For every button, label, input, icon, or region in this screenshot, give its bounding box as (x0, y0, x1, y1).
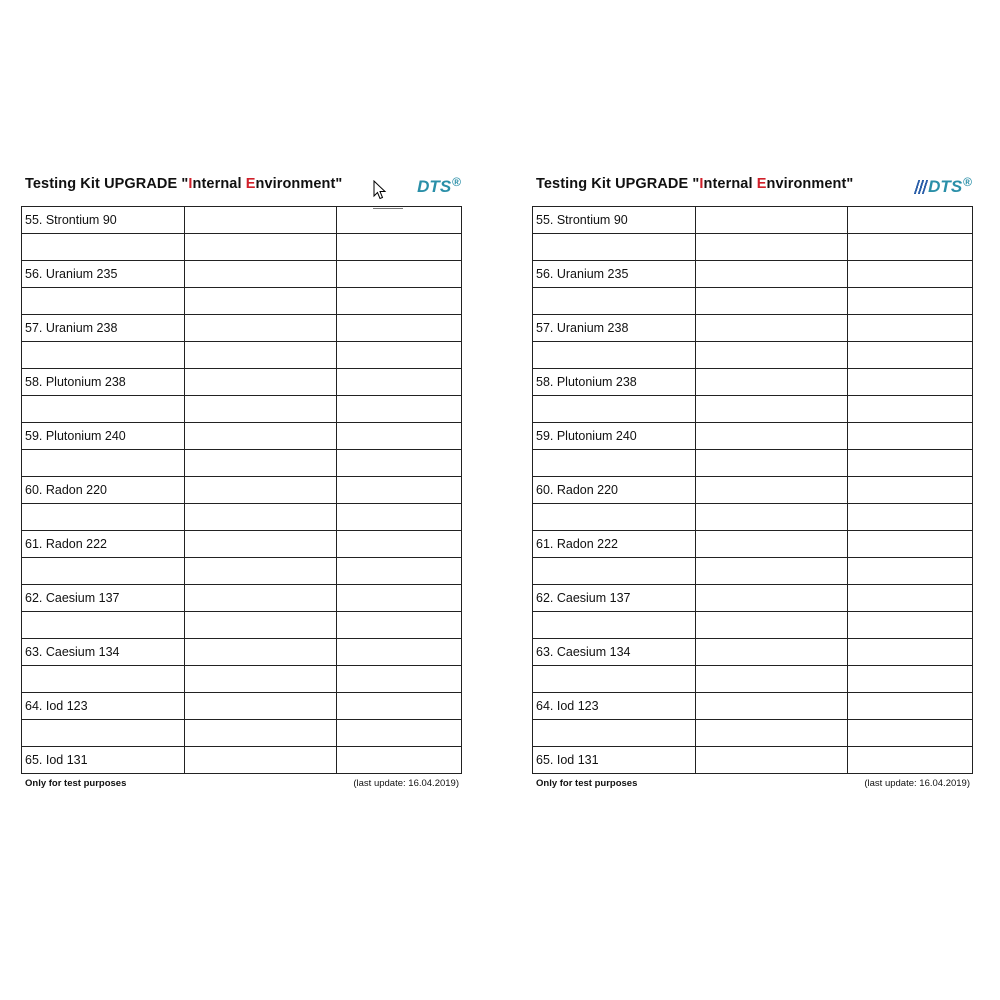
mouse-cursor-icon (373, 180, 387, 200)
entry-cell[interactable] (337, 531, 462, 558)
entry-cell[interactable] (533, 450, 696, 477)
entry-cell[interactable] (337, 369, 462, 396)
item-label-cell: 61. Radon 222 (22, 531, 185, 558)
entry-cell[interactable] (22, 612, 185, 639)
entry-cell[interactable] (696, 477, 848, 504)
entry-cell[interactable] (848, 531, 973, 558)
entry-cell[interactable] (185, 342, 337, 369)
title-accent-i: I (699, 176, 704, 192)
entry-cell[interactable] (185, 612, 337, 639)
entry-cell[interactable] (696, 450, 848, 477)
entry-cell[interactable] (533, 666, 696, 693)
entry-cell[interactable] (696, 693, 848, 720)
entry-cell[interactable] (848, 342, 973, 369)
entry-cell[interactable] (533, 558, 696, 585)
blank-row (22, 504, 462, 531)
item-label-cell: 62. Caesium 137 (533, 585, 696, 612)
item-label-cell: 55. Strontium 90 (22, 207, 185, 234)
table-row (22, 693, 462, 720)
entry-cell[interactable] (848, 693, 973, 720)
item-label-cell: 57. Uranium 238 (22, 315, 185, 342)
table-row (533, 261, 973, 288)
item-label-cell: 55. Strontium 90 (533, 207, 696, 234)
entry-cell[interactable] (533, 396, 696, 423)
footer-last-update: (last update: 16.04.2019) (353, 778, 459, 789)
title-accent-e: E (756, 176, 767, 192)
entry-cell[interactable] (696, 747, 848, 774)
entry-cell[interactable] (337, 207, 462, 234)
entry-cell[interactable] (22, 666, 185, 693)
table-row (533, 315, 973, 342)
blank-row (533, 504, 973, 531)
table-row (533, 585, 973, 612)
entry-cell[interactable] (696, 504, 848, 531)
entry-cell[interactable] (533, 342, 696, 369)
table-row (22, 315, 462, 342)
table-row (22, 477, 462, 504)
entry-cell[interactable] (696, 234, 848, 261)
logo-text: DTS (928, 177, 963, 196)
table-row (533, 369, 973, 396)
item-label-cell: 60. Radon 220 (22, 477, 185, 504)
entry-cell[interactable] (337, 288, 462, 315)
entry-cell[interactable] (696, 666, 848, 693)
dts-logo (916, 176, 972, 198)
dts-logo (417, 176, 461, 198)
blank-row (533, 666, 973, 693)
item-label-cell: 58. Plutonium 238 (22, 369, 185, 396)
table-row (22, 585, 462, 612)
item-label-cell: 61. Radon 222 (533, 531, 696, 558)
entry-cell[interactable] (848, 369, 973, 396)
item-label-cell: 59. Plutonium 240 (22, 423, 185, 450)
page-header (21, 168, 461, 206)
entry-cell[interactable] (22, 342, 185, 369)
blank-row (533, 288, 973, 315)
entry-cell[interactable] (848, 234, 973, 261)
entry-cell[interactable] (337, 261, 462, 288)
blank-row (533, 558, 973, 585)
item-label-cell: 58. Plutonium 238 (533, 369, 696, 396)
table-row (533, 693, 973, 720)
item-label-cell: 56. Uranium 235 (533, 261, 696, 288)
entry-cell[interactable] (337, 720, 462, 747)
entry-cell[interactable] (696, 585, 848, 612)
entry-cell[interactable] (696, 261, 848, 288)
entry-cell[interactable] (848, 720, 973, 747)
entry-cell[interactable] (185, 720, 337, 747)
entry-cell[interactable] (848, 558, 973, 585)
registered-mark: ® (452, 175, 461, 189)
entry-cell[interactable] (848, 450, 973, 477)
entry-cell[interactable] (696, 558, 848, 585)
blank-row (533, 396, 973, 423)
table-row (533, 477, 973, 504)
entry-cell[interactable] (185, 585, 337, 612)
entry-cell[interactable] (185, 450, 337, 477)
blank-row (533, 342, 973, 369)
entry-cell[interactable] (337, 585, 462, 612)
table-row (533, 639, 973, 666)
blank-row (22, 288, 462, 315)
table-row (22, 531, 462, 558)
entry-cell[interactable] (848, 504, 973, 531)
entry-cell[interactable] (696, 342, 848, 369)
entry-cell[interactable] (185, 288, 337, 315)
entry-cell[interactable] (337, 558, 462, 585)
table-row (22, 747, 462, 774)
table-row (533, 747, 973, 774)
table-row (22, 261, 462, 288)
entry-cell[interactable] (185, 693, 337, 720)
footer-note: Only for test purposes (25, 778, 127, 789)
entry-cell[interactable] (185, 747, 337, 774)
entry-cell[interactable] (22, 450, 185, 477)
entry-cell[interactable] (337, 639, 462, 666)
table-row (533, 207, 973, 234)
entry-cell[interactable] (696, 315, 848, 342)
page-title: Testing Kit UPGRADE "Internal Environment" (536, 176, 854, 192)
entry-cell[interactable] (696, 207, 848, 234)
entry-cell[interactable] (848, 207, 973, 234)
entry-cell[interactable] (185, 369, 337, 396)
entry-table (21, 206, 462, 774)
entry-cell[interactable] (22, 396, 185, 423)
entry-cell[interactable] (185, 423, 337, 450)
entry-table-body (533, 207, 973, 774)
entry-cell[interactable] (185, 639, 337, 666)
page-header (532, 168, 972, 206)
entry-cell[interactable] (337, 666, 462, 693)
entry-cell[interactable] (185, 261, 337, 288)
entry-cell[interactable] (848, 288, 973, 315)
entry-cell[interactable] (337, 423, 462, 450)
logo-stripes-icon (914, 180, 929, 194)
blank-row (533, 720, 973, 747)
entry-cell[interactable] (848, 477, 973, 504)
entry-cell[interactable] (185, 315, 337, 342)
entry-table-body (22, 207, 462, 774)
blank-row (533, 612, 973, 639)
entry-cell[interactable] (533, 720, 696, 747)
entry-cell[interactable] (848, 315, 973, 342)
table-row (22, 207, 462, 234)
entry-cell[interactable] (533, 504, 696, 531)
table-row (22, 639, 462, 666)
footer-note: Only for test purposes (536, 778, 638, 789)
entry-cell[interactable] (848, 639, 973, 666)
entry-cell[interactable] (848, 261, 973, 288)
entry-cell[interactable] (533, 234, 696, 261)
blank-row (22, 720, 462, 747)
entry-cell[interactable] (848, 423, 973, 450)
item-label-cell: 63. Caesium 134 (533, 639, 696, 666)
entry-cell[interactable] (848, 666, 973, 693)
entry-cell[interactable] (337, 315, 462, 342)
entry-cell[interactable] (533, 612, 696, 639)
footer-last-update: (last update: 16.04.2019) (864, 778, 970, 789)
entry-cell[interactable] (22, 720, 185, 747)
entry-cell[interactable] (185, 396, 337, 423)
entry-cell[interactable] (337, 450, 462, 477)
entry-cell[interactable] (22, 234, 185, 261)
blank-row (22, 612, 462, 639)
entry-cell[interactable] (848, 585, 973, 612)
blank-row (533, 450, 973, 477)
entry-cell[interactable] (337, 504, 462, 531)
entry-cell[interactable] (848, 612, 973, 639)
logo-text: DTS (417, 177, 452, 196)
entry-cell[interactable] (696, 288, 848, 315)
item-label-cell: 64. Iod 123 (533, 693, 696, 720)
entry-cell[interactable] (337, 747, 462, 774)
entry-cell[interactable] (533, 288, 696, 315)
blank-row (22, 234, 462, 261)
entry-cell[interactable] (337, 477, 462, 504)
title-accent-i: I (188, 176, 193, 192)
entry-table (532, 206, 973, 774)
entry-cell[interactable] (337, 612, 462, 639)
item-label-cell: 62. Caesium 137 (22, 585, 185, 612)
entry-cell[interactable] (185, 207, 337, 234)
entry-cell[interactable] (185, 666, 337, 693)
entry-cell[interactable] (22, 504, 185, 531)
blank-row (22, 396, 462, 423)
table-row (533, 423, 973, 450)
registered-mark: ® (963, 175, 972, 189)
entry-cell[interactable] (696, 612, 848, 639)
entry-cell[interactable] (337, 693, 462, 720)
entry-cell[interactable] (185, 531, 337, 558)
item-label-cell: 60. Radon 220 (533, 477, 696, 504)
item-label-cell: 65. Iod 131 (533, 747, 696, 774)
entry-cell[interactable] (337, 342, 462, 369)
table-row (533, 531, 973, 558)
item-label-cell: 57. Uranium 238 (533, 315, 696, 342)
item-label-cell: 59. Plutonium 240 (533, 423, 696, 450)
page-footer (21, 778, 461, 798)
form-page-right (532, 168, 972, 798)
blank-row (533, 234, 973, 261)
entry-cell[interactable] (848, 396, 973, 423)
item-label-cell: 65. Iod 131 (22, 747, 185, 774)
page-title: Testing Kit UPGRADE "Internal Environment" (25, 176, 343, 192)
table-row (22, 423, 462, 450)
blank-row (22, 450, 462, 477)
blank-row (22, 342, 462, 369)
entry-cell[interactable] (22, 558, 185, 585)
entry-cell[interactable] (696, 531, 848, 558)
form-page-left (21, 168, 461, 798)
title-accent-e: E (245, 176, 256, 192)
entry-cell[interactable] (185, 558, 337, 585)
entry-cell[interactable] (696, 423, 848, 450)
item-label-cell: 63. Caesium 134 (22, 639, 185, 666)
table-row (22, 369, 462, 396)
entry-cell[interactable] (848, 747, 973, 774)
entry-cell[interactable] (22, 288, 185, 315)
blank-row (22, 558, 462, 585)
item-label-cell: 56. Uranium 235 (22, 261, 185, 288)
entry-cell[interactable] (185, 504, 337, 531)
entry-cell[interactable] (696, 396, 848, 423)
entry-cell[interactable] (696, 639, 848, 666)
entry-cell[interactable] (185, 477, 337, 504)
page-footer (532, 778, 972, 798)
entry-cell[interactable] (337, 396, 462, 423)
blank-row (22, 666, 462, 693)
cursor-shadow-line (373, 208, 403, 209)
item-label-cell: 64. Iod 123 (22, 693, 185, 720)
entry-cell[interactable] (696, 720, 848, 747)
entry-cell[interactable] (185, 234, 337, 261)
entry-cell[interactable] (337, 234, 462, 261)
entry-cell[interactable] (696, 369, 848, 396)
